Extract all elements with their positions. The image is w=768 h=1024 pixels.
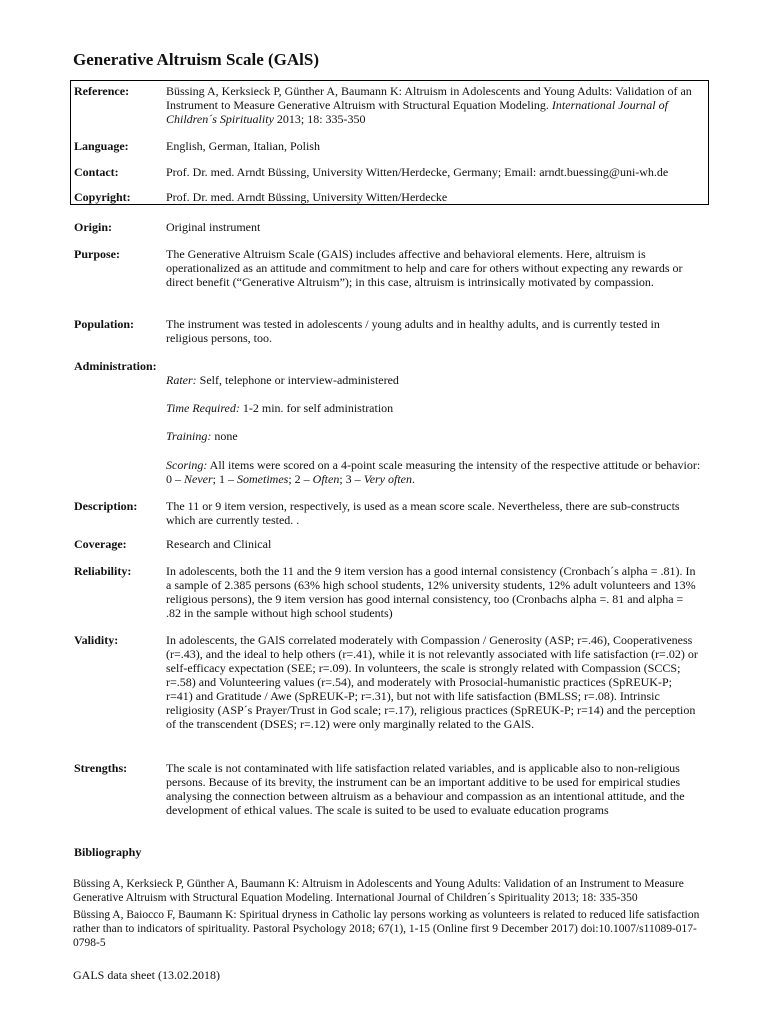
administration-rater [166,373,701,387]
language-label: Language: [74,139,129,153]
administration-time [166,401,701,415]
origin-label: Origin: [74,220,112,234]
contact-label: Contact: [74,165,119,179]
scale-sep-1: ; 1 – [212,472,237,486]
strengths-label: Strengths: [74,761,128,775]
bibliography-entry: Büssing A, Kerksieck P, Günther A, Baumann K: Altruism in Adolescents and Young Adults: Validation of an Instrument to Measure Generative Altruism with Structural Equation Modeling. International Journal of Children´s Spirituality 2013; 18: 335-350 [73,878,684,904]
page-footer: GALS data sheet (13.02.2018) [73,968,220,982]
training-label: Training: [166,429,212,443]
scale-sep-2: ; 2 – [288,472,313,486]
reliability-text: In adolescents, both the 11 and the 9 item version has a good internal consistency (Cronbach´s alpha = .81). In a sample of 2.385 persons (63% high school students, 12% university students, 12% adult volunteers and 13% religious persons), the 9 item version has good internal consistency, too (Cronbachs alpha =. 81 and alpha = .82 in the sample without high school students) [166,564,696,620]
page-title: Generative Altruism Scale (GAlS) [73,50,319,69]
purpose-label: Purpose: [74,247,120,261]
copyright-label: Copyright: [74,190,131,204]
rater-label: Rater: [166,373,197,387]
administration-scoring [166,458,701,486]
administration-label: Administration: [74,359,157,373]
description-text: The 11 or 9 item version, respectively, is used as a mean score scale. Nevertheless, there are sub-constructs which are currently tested. . [166,499,680,527]
validity-label: Validity: [74,633,119,647]
reference-citation: Büssing A, Kerksieck P, Günther A, Baumann K: Altruism in Adolescents and Young Adults: Validation of an Instrument to Measure Generative Altruism with Structural Equation Modeling. [166,84,692,112]
population-text: The instrument was tested in adolescents / young adults and in healthy adults, and is currently tested in religious persons, too. [166,317,660,345]
copyright-text: Prof. Dr. med. Arndt Büssing, University Witten/Herdecke [166,190,448,204]
reference-journal: International Journal of Children´s Spirituality [166,98,668,126]
reference-label: Reference: [74,84,130,98]
coverage-text: Research and Clinical [166,537,272,551]
language-text: English, German, Italian, Polish [166,139,320,153]
description-label: Description: [74,499,138,513]
purpose-text: The Generative Altruism Scale (GAlS) includes affective and behavioral elements. Here, altruism is operationalized as an attitude and commitment to help and care for others without expecting any rewards or direct benefit (“Generative Altruism”); in this case, altruism is intrinsically motivated by compassion. [166,247,683,289]
scale-end: . [412,472,416,486]
reference-text [166,84,701,126]
scale-often: Often [312,472,340,486]
scale-never: Never [184,472,213,486]
scale-sep-3: ; 3 – [339,472,364,486]
time-label: Time Required: [166,401,240,415]
scoring-text: All items were scored on a 4-point scale measuring the intensity of the respective attitude or behavior: 0 – [166,458,701,486]
administration-training [166,429,701,443]
coverage-label: Coverage: [74,537,127,551]
origin-text: Original instrument [166,220,261,234]
strengths-text: The scale is not contaminated with life satisfaction related variables, and is applicable also to non-religious persons. Because of its brevity, the instrument can be an important additive to be used for empirical studies analysing the connection between altruism as a behaviour and compassion as an intentional attitude, and the development of ethical values. The scale is suited to be used to evaluate education programs [166,761,685,817]
reliability-label: Reliability: [74,564,132,578]
bibliography-heading: Bibliography [74,845,142,859]
population-label: Population: [74,317,135,331]
scale-sometimes: Sometimes [237,472,289,486]
contact-text: Prof. Dr. med. Arndt Büssing, University Witten/Herdecke, Germany; Email: arndt.buessing@uni-wh.de [166,165,669,179]
reference-journal-tail: 2013; 18: 335-350 [273,112,366,126]
validity-text: In adolescents, the GAlS correlated moderately with Compassion / Generosity (ASP; r=.46), Cooperativeness (r=.43), and the ideal to help others (r=.41), while it is not relevantly associated with life satisfaction (r=.02) or self-efficacy expectation (SEE; r=.09). In volunteers, the scale is strongly related with Compassion (SCCS; r=.58) and Volunteering values (r=.54), and moderately with Prosocial-humanistic practices (SpREUK-P; r=41) and Gratitude / Awe (SpREUK-P; r=.31), but not with life satisfaction (BMLSS; r=.08). Intrinsic religiosity (ASP´s Prayer/Trust in God scale; r=.17), religious practices (SpREUK-P; r=14) and the perception of the transcendent (DSES; r=.12) were only marginally related to the GAlS. [166,633,698,731]
time-value: 1-2 min. for self administration [239,401,394,415]
scale-very-often: Very often [363,472,413,486]
bibliography-entry: Büssing A, Baiocco F, Baumann K: Spiritual dryness in Catholic lay persons working as volunteers is related to reduced life satisfaction rather than to indicators of spirituality. Pastoral Psychology 2018; 67(1), 1-15 (Online first 9 December 2017) doi:10.1007/s11089-017-0798-5 [73,909,700,949]
scoring-label: Scoring: [166,458,208,472]
rater-value: Self, telephone or interview-administered [196,373,399,387]
training-value: none [211,429,238,443]
